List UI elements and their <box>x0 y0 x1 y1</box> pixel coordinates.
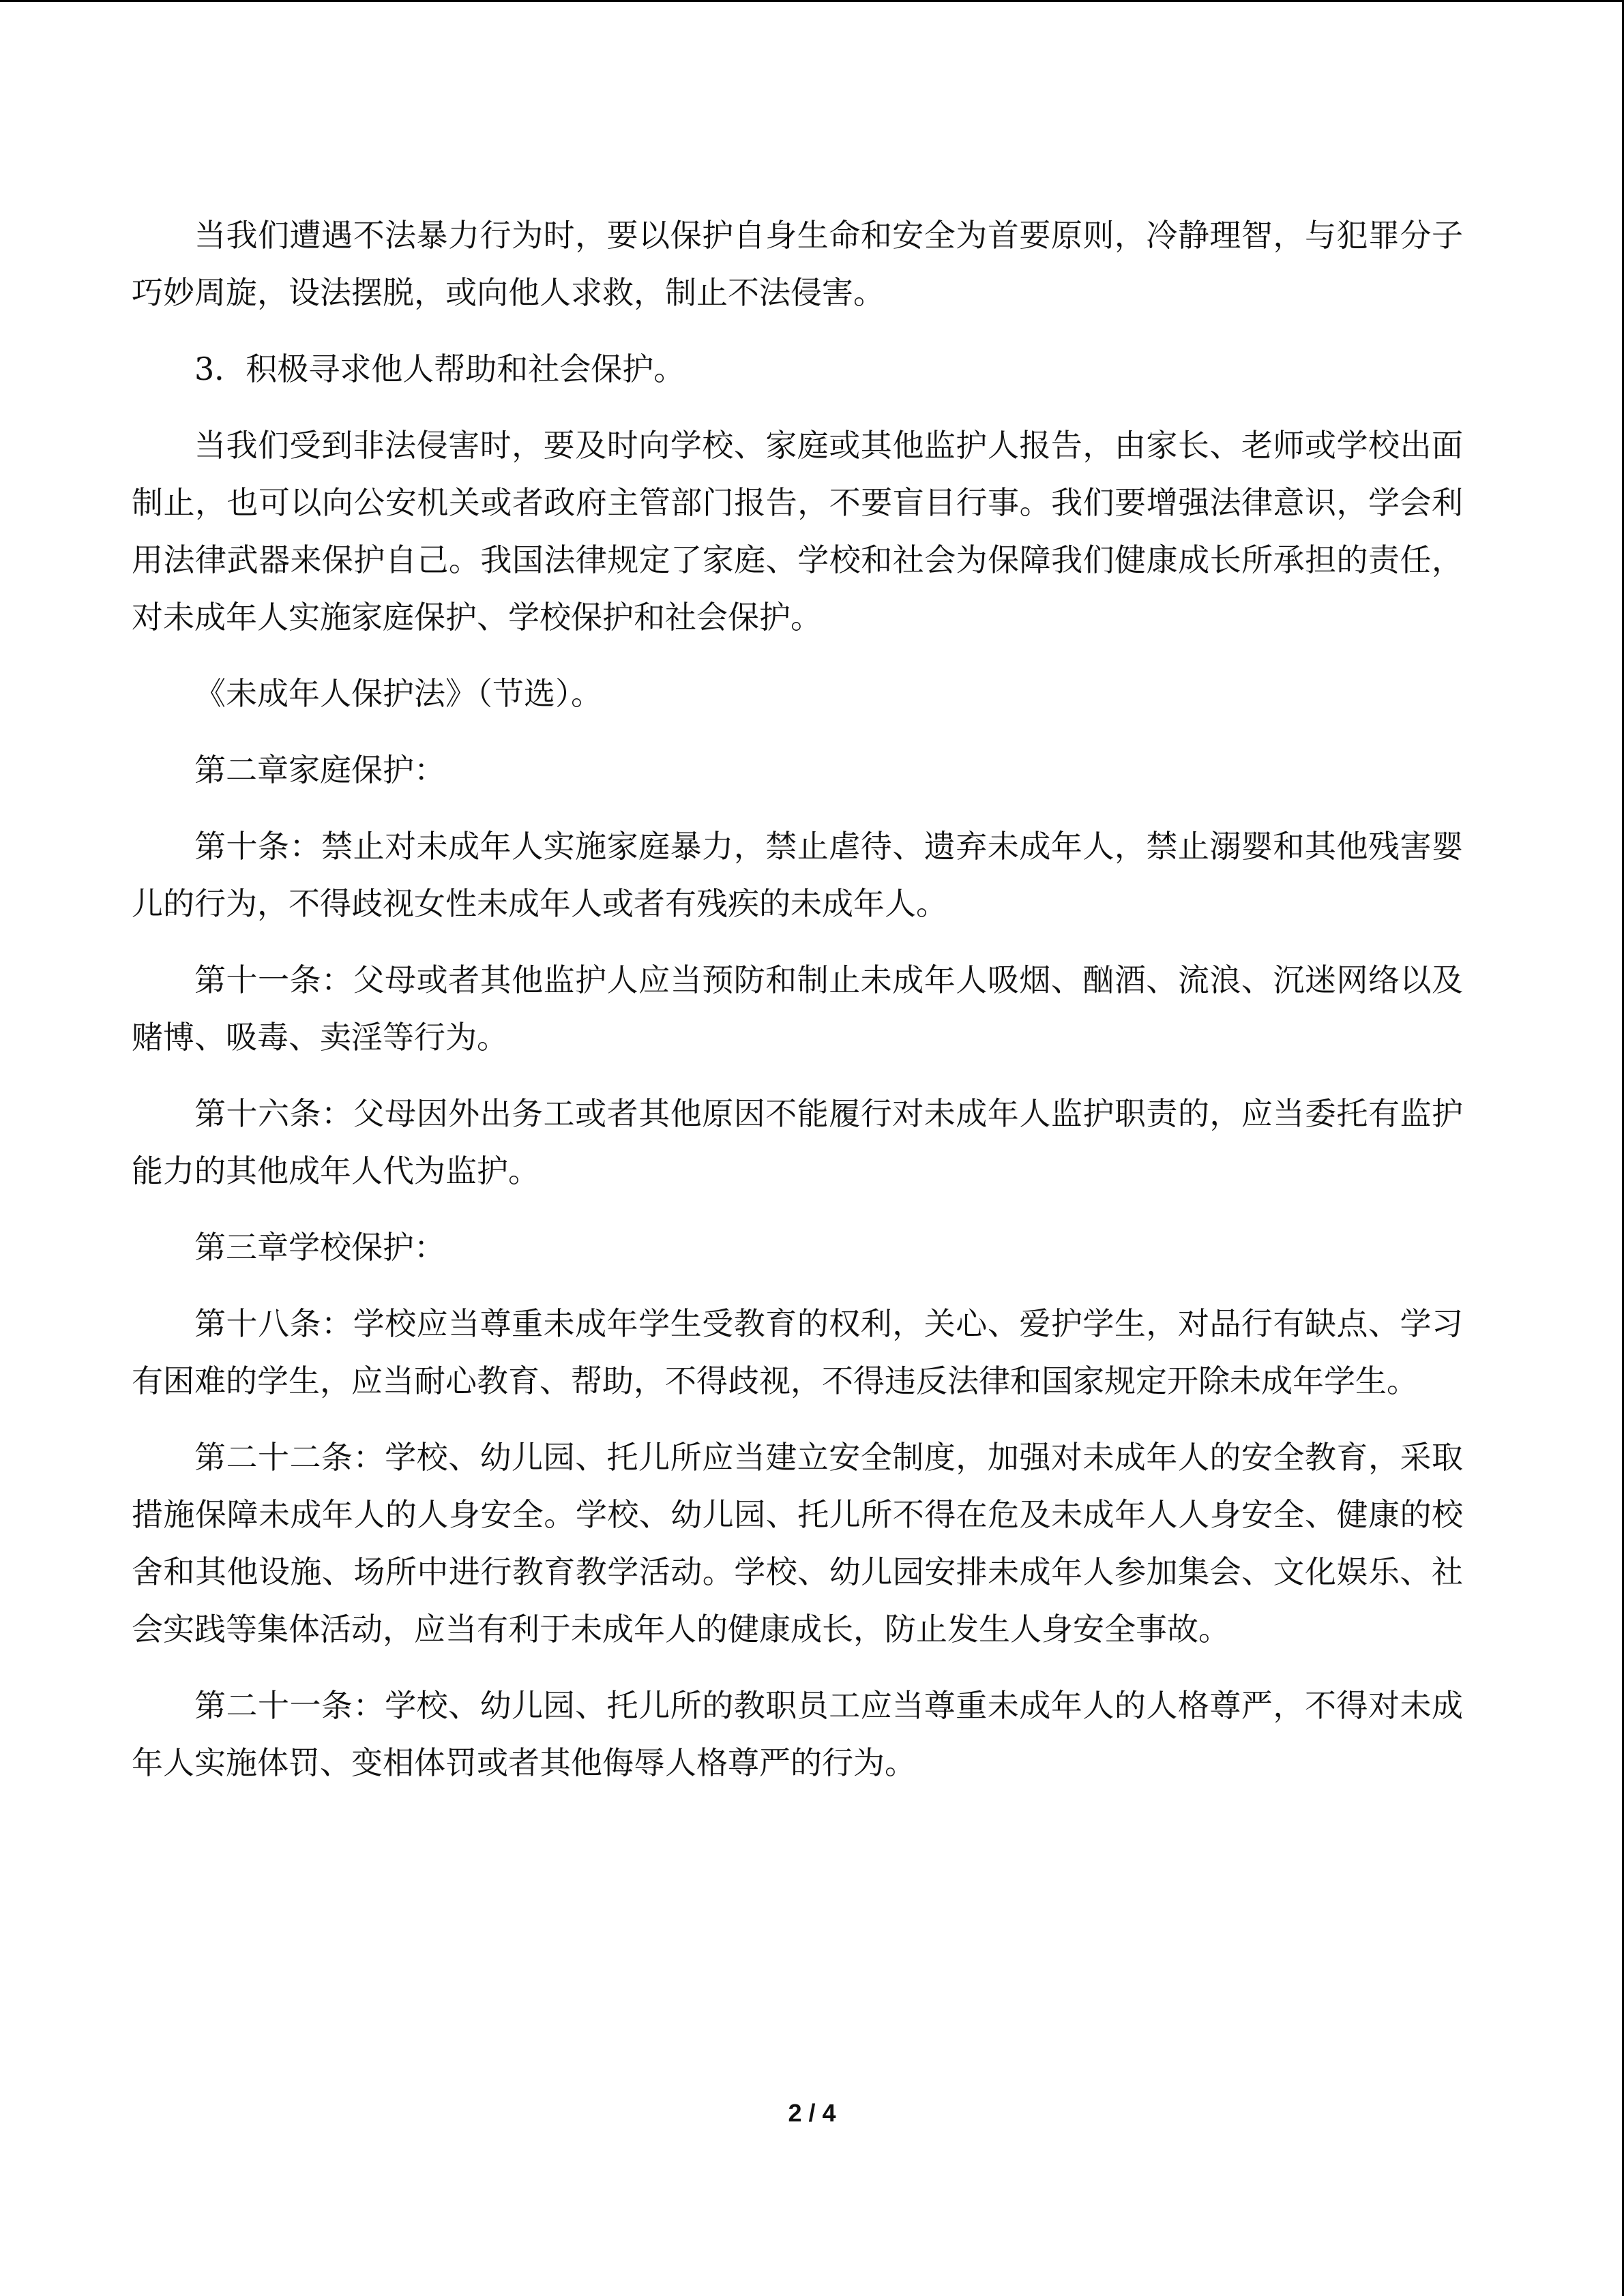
paragraph-article-11: 第十一条：父母或者其他监护人应当预防和制止未成年人吸烟、酗酒、流浪、沉迷网络以及赌博、吸毒、卖淫等行为。 <box>132 961 1463 1056</box>
paragraph-chapter-three: 第三章学校保护： <box>194 1229 445 1266</box>
paragraph-article-22: 第二十二条：学校、幼儿园、托儿所应当建立安全制度，加强对未成年人的安全教育，采取措施保障未成年人的人身安全。学校、幼儿园、托儿所不得在危及未成年人人身安全、健康的校舍和其他设施、场所中进行教育教学活动。学校、幼儿园安排未成年人参加集会、文化娱乐、社会实践等集体活动，应当有利于未成年人的健康成长，防止发生人身安全事故。 <box>132 1439 1463 1648</box>
document-body <box>132 207 1463 1810</box>
paragraph-chapter-two: 第二章家庭保护： <box>194 751 445 788</box>
paragraph-self-protection: 当我们遭遇不法暴力行为时，要以保护自身生命和安全为首要原则，冷静理智，与犯罪分子巧妙周旋，设法摆脱，或向他人求救，制止不法侵害。 <box>132 217 1463 311</box>
paragraph-article-18: 第十八条：学校应当尊重未成年学生受教育的权利，关心、爱护学生，对品行有缺点、学习有困难的学生，应当耐心教育、帮助，不得歧视，不得违反法律和国家规定开除未成年学生。 <box>132 1305 1463 1399</box>
paragraph-heading-seek-help: 3．积极寻求他人帮助和社会保护。 <box>194 351 685 387</box>
paragraph-article-21: 第二十一条：学校、幼儿园、托儿所的教职员工应当尊重未成年人的人格尊严，不得对未成年人实施体罚、变相体罚或者其他侮辱人格尊严的行为。 <box>132 1687 1463 1781</box>
paragraph-law-title: 《未成年人保护法》（节选）。 <box>194 675 602 712</box>
paragraph-article-10: 第十条：禁止对未成年人实施家庭暴力，禁止虐待、遗弃未成年人，禁止溺婴和其他残害婴儿的行为，不得歧视女性未成年人或者有残疾的未成年人。 <box>132 828 1463 922</box>
paragraph-report-harm: 当我们受到非法侵害时，要及时向学校、家庭或其他监护人报告，由家长、老师或学校出面制止，也可以向公安机关或者政府主管部门报告，不要盲目行事。我们要增强法律意识，学会利用法律武器来保护自己。我国法律规定了家庭、学校和社会为保障我们健康成长所承担的责任，对未成年人实施家庭保护、学校保护和社会保护。 <box>132 427 1463 636</box>
page-number: 2 / 4 <box>788 2099 836 2127</box>
paragraph-article-16: 第十六条：父母因外出务工或者其他原因不能履行对未成年人监护职责的，应当委托有监护能力的其他成年人代为监护。 <box>132 1095 1463 1189</box>
